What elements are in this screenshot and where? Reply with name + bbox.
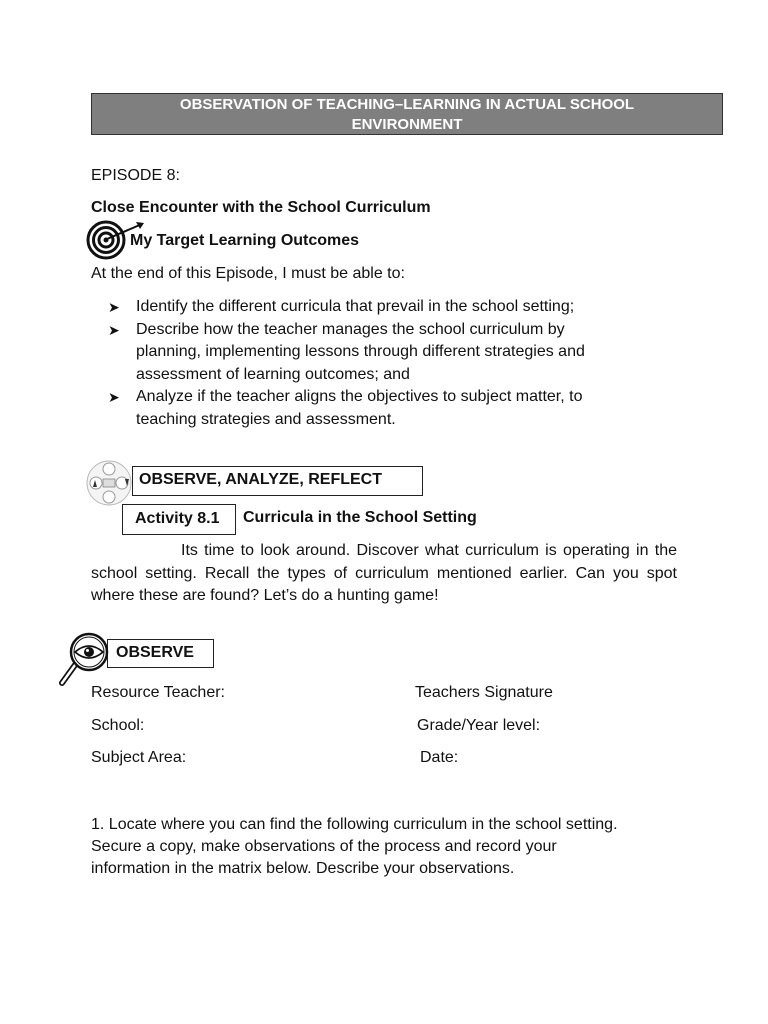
- magnifier-eye-icon: [56, 631, 112, 689]
- header-line-1: OBSERVATION OF TEACHING–LEARNING IN ACTUAL SCHOOL: [179, 96, 635, 113]
- resource-teacher-label: Resource Teacher:: [91, 684, 225, 701]
- header-line-2: ENVIRONMENT: [351, 116, 463, 133]
- outcome-item: [91, 386, 731, 431]
- page-header-banner: [91, 93, 723, 135]
- outcome-line: Analyze if the teacher aligns the objectives to subject matter, to: [136, 388, 583, 405]
- bullet-arrow-icon: ➤: [108, 299, 120, 315]
- outcome-line: assessment of learning outcomes; and: [136, 365, 410, 383]
- instruction-line: 1. Locate where you can find the following curriculum in the school setting.: [91, 816, 618, 833]
- cycle-diagram-icon: [84, 460, 136, 506]
- outcome-line: Describe how the teacher manages the school curriculum by: [136, 320, 565, 338]
- date-label: Date:: [420, 749, 459, 766]
- observe-title: OBSERVE: [116, 644, 194, 661]
- outcomes-list: [91, 296, 731, 431]
- outcome-item: [91, 296, 731, 319]
- outcomes-heading: My Target Learning Outcomes: [130, 232, 360, 249]
- grade-level-label: Grade/Year level:: [417, 717, 541, 734]
- bullet-arrow-icon: ➤: [108, 321, 120, 338]
- episode-title: Close Encounter with the School Curriculum: [91, 199, 431, 216]
- outcome-line: Identify the different curricula that prevail in the school setting;: [136, 298, 575, 315]
- section-title-box: [132, 466, 423, 496]
- activity-label: Activity 8.1: [135, 510, 220, 527]
- observe-title-box: [107, 639, 214, 668]
- instruction-line: Secure a copy, make observations of the process and record your: [91, 838, 557, 855]
- outcome-item: [91, 319, 731, 387]
- activity-title: Curricula in the School Setting: [243, 509, 477, 526]
- outcome-line: planning, implementing lessons through different strategies and: [136, 343, 585, 360]
- activity-label-box: [122, 504, 236, 535]
- teachers-signature-label: Teachers Signature: [415, 684, 553, 701]
- school-label: School:: [91, 717, 145, 734]
- observe-instruction: [91, 814, 711, 880]
- bullet-arrow-icon: ➤: [108, 389, 120, 405]
- subject-area-label: Subject Area:: [91, 749, 187, 766]
- outcomes-intro: At the end of this Episode, I must be able to:: [91, 265, 405, 282]
- instruction-line: information in the matrix below. Describe your observations.: [91, 860, 515, 877]
- episode-number: EPISODE 8:: [91, 167, 180, 184]
- section-title: OBSERVE, ANALYZE, REFLECT: [139, 471, 382, 488]
- activity-paragraph: Its time to look around. Discover what curriculum is operating in the school setting. Recall the types of curriculum mentioned earlier. Can you spot where these are found? Let’s do a hunting game!: [91, 542, 677, 604]
- outcome-line: teaching strategies and assessment.: [136, 410, 396, 428]
